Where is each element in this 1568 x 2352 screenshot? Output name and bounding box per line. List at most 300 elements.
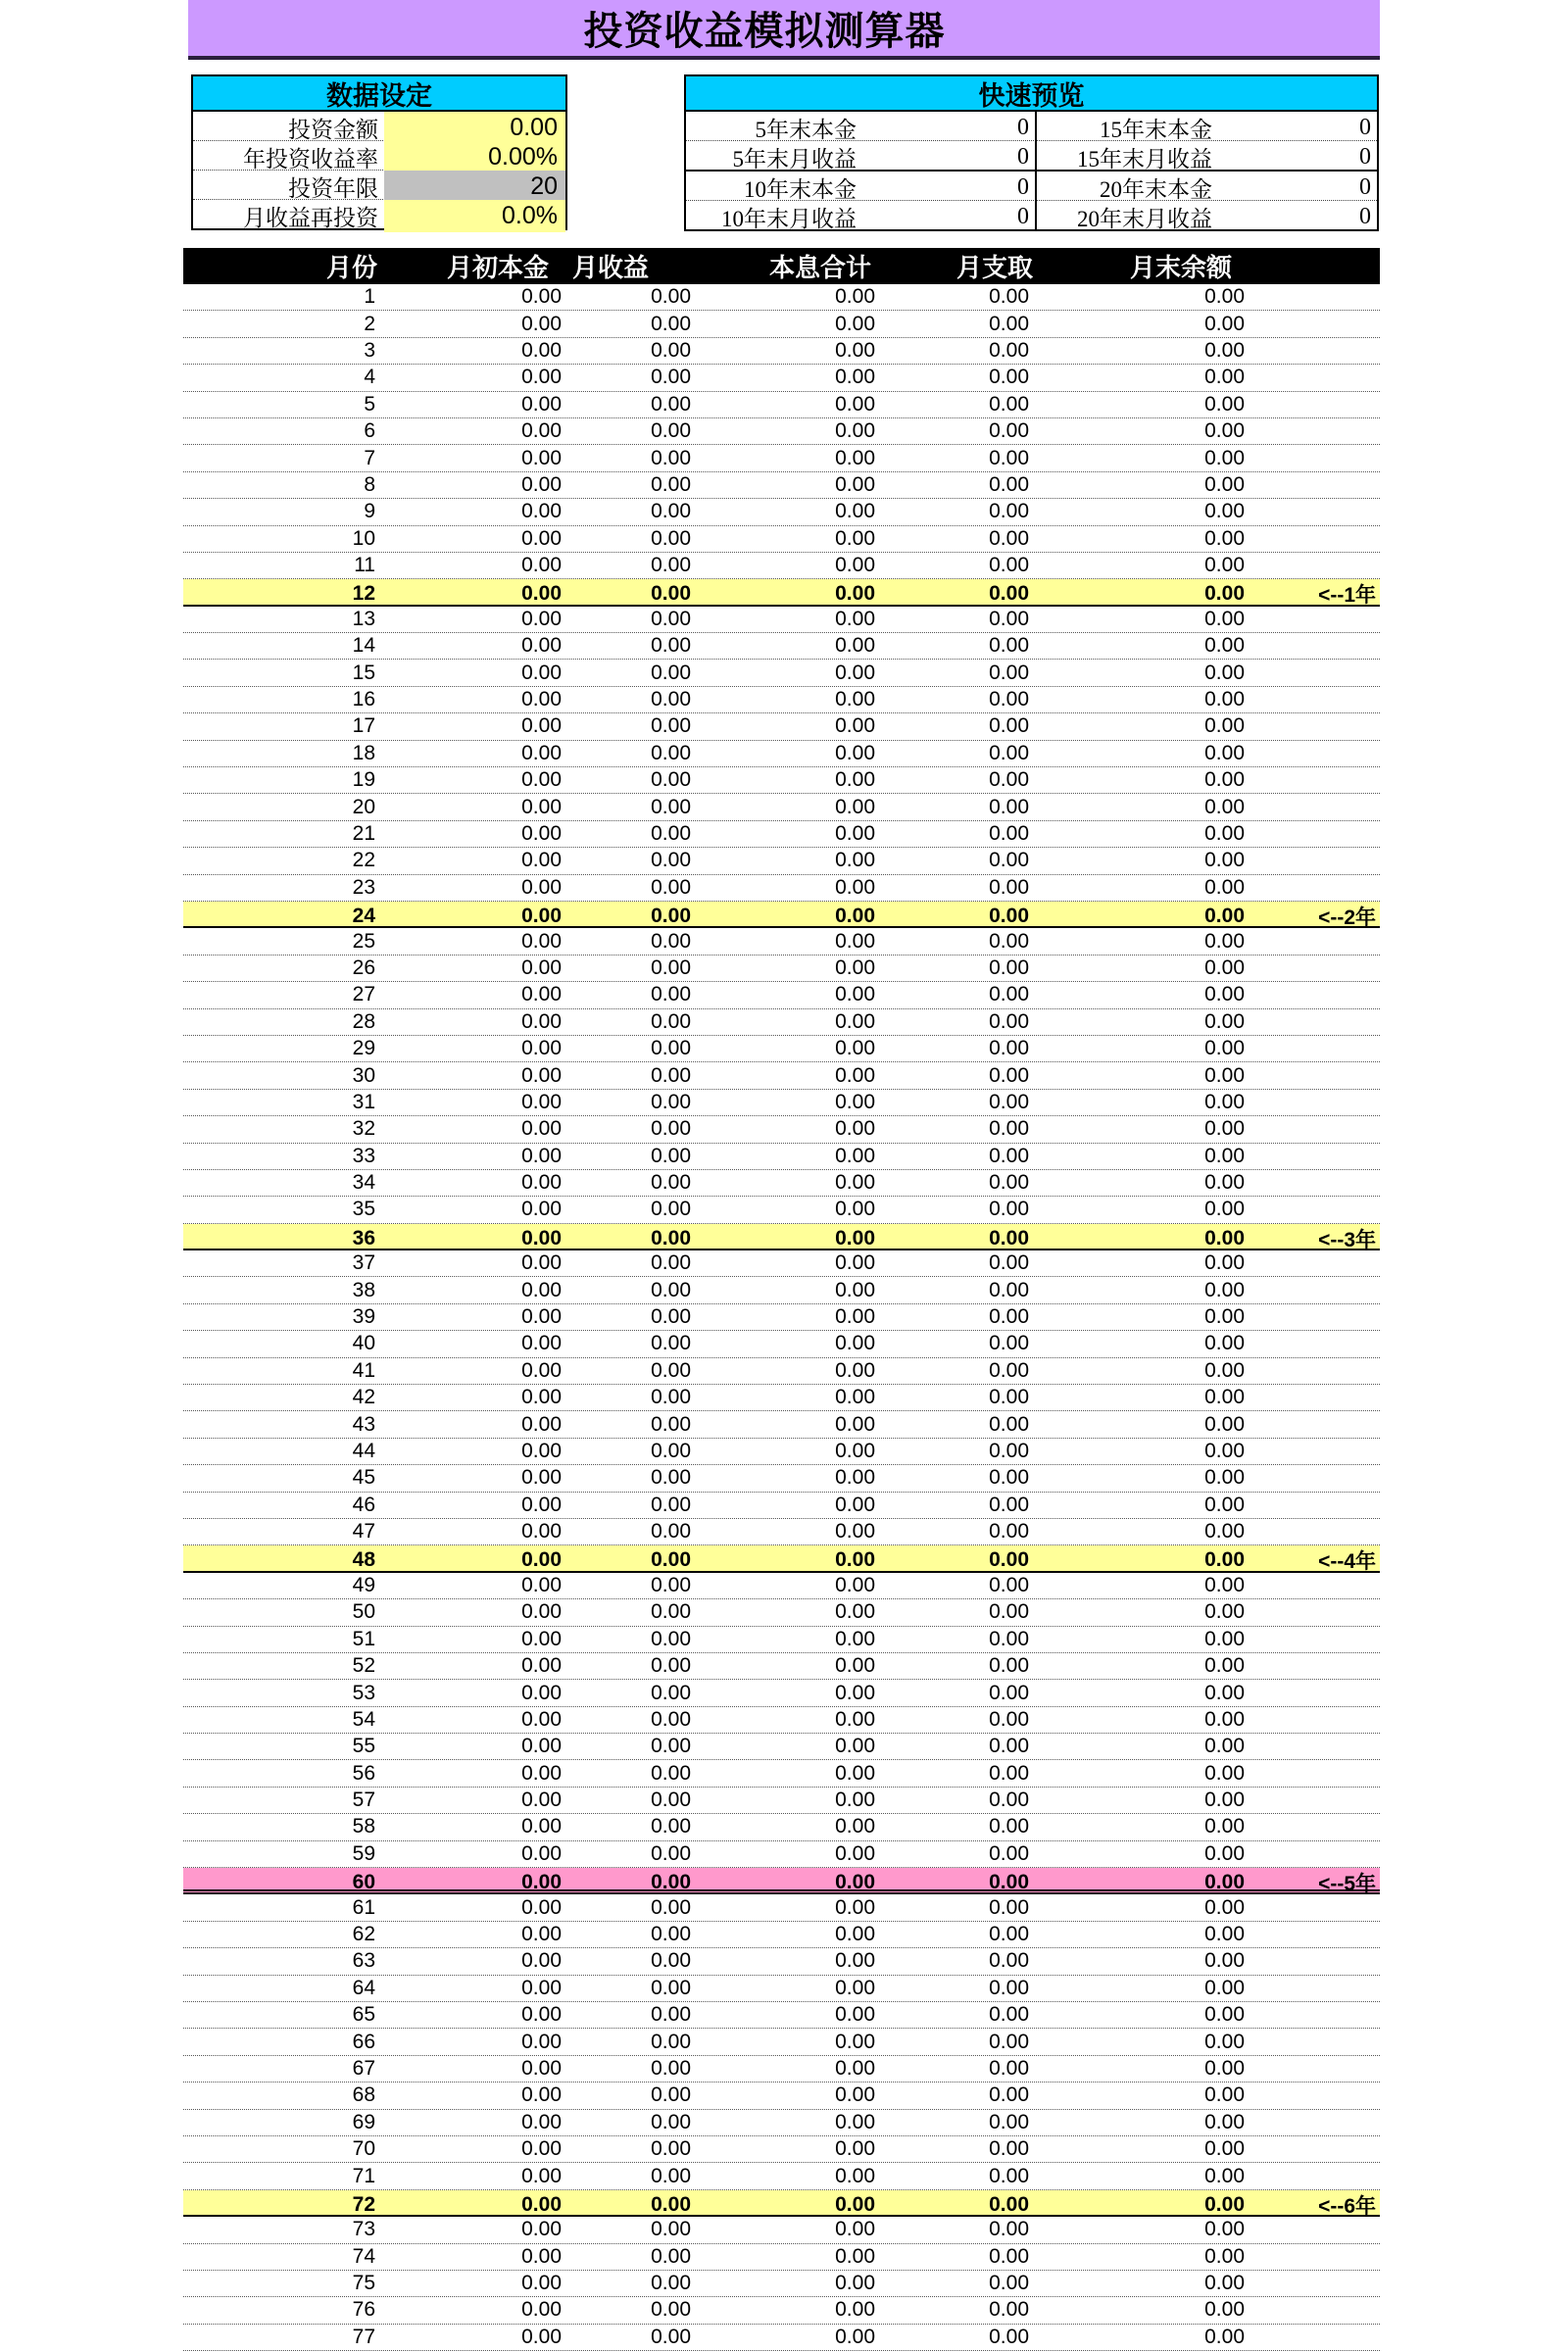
value-cell[interactable]: 0.00 bbox=[1204, 2137, 1245, 2161]
month-cell[interactable]: 8 bbox=[364, 472, 375, 496]
month-cell[interactable]: 57 bbox=[352, 1788, 375, 1812]
value-cell[interactable]: 0.00 bbox=[989, 2244, 1029, 2268]
value-cell[interactable]: 0.00 bbox=[989, 904, 1029, 927]
settings-input-cell[interactable]: 0.00 bbox=[384, 112, 565, 144]
value-cell[interactable]: 0.00 bbox=[989, 1573, 1029, 1596]
value-cell[interactable]: 0.00 bbox=[1204, 661, 1245, 684]
month-cell[interactable]: 50 bbox=[352, 1600, 375, 1624]
value-cell[interactable]: 0.00 bbox=[651, 2272, 691, 2295]
value-cell[interactable]: 0.00 bbox=[835, 500, 875, 523]
month-cell[interactable]: 23 bbox=[352, 875, 375, 899]
month-cell[interactable]: 48 bbox=[352, 1548, 375, 1572]
value-cell[interactable]: 0.00 bbox=[521, 822, 562, 845]
value-cell[interactable]: 0.00 bbox=[651, 2083, 691, 2107]
value-cell[interactable]: 0.00 bbox=[989, 983, 1029, 1006]
value-cell[interactable]: 0.00 bbox=[835, 1573, 875, 1596]
value-cell[interactable]: 0.00 bbox=[989, 1976, 1029, 1999]
value-cell[interactable]: 0.00 bbox=[651, 1707, 691, 1731]
value-cell[interactable]: 0.00 bbox=[989, 1251, 1029, 1275]
value-cell[interactable]: 0.00 bbox=[651, 1520, 691, 1544]
value-cell[interactable]: 0.00 bbox=[1204, 2030, 1245, 2053]
value-cell[interactable]: 0.00 bbox=[989, 1681, 1029, 1704]
value-cell[interactable]: 0.00 bbox=[835, 1037, 875, 1060]
value-cell[interactable]: 0.00 bbox=[835, 1788, 875, 1812]
value-cell[interactable]: 0.00 bbox=[521, 1466, 562, 1490]
value-cell[interactable]: 0.00 bbox=[651, 1037, 691, 1060]
settings-input-cell[interactable]: 0.00% bbox=[384, 141, 565, 173]
value-cell[interactable]: 0.00 bbox=[651, 741, 691, 764]
settings-input-cell[interactable]: 20 bbox=[384, 171, 565, 203]
value-cell[interactable]: 0.00 bbox=[651, 285, 691, 309]
value-cell[interactable]: 0.00 bbox=[521, 2298, 562, 2322]
month-cell[interactable]: 64 bbox=[352, 1976, 375, 1999]
value-cell[interactable]: 0.00 bbox=[835, 312, 875, 335]
value-cell[interactable]: 0.00 bbox=[521, 1332, 562, 1355]
value-cell[interactable]: 0.00 bbox=[1204, 634, 1245, 658]
value-cell[interactable]: 0.00 bbox=[521, 1305, 562, 1329]
value-cell[interactable]: 0.00 bbox=[1204, 1439, 1245, 1462]
value-cell[interactable]: 0.00 bbox=[521, 1251, 562, 1275]
value-cell[interactable]: 0.00 bbox=[989, 634, 1029, 658]
value-cell[interactable]: 0.00 bbox=[835, 1412, 875, 1436]
month-cell[interactable]: 68 bbox=[352, 2083, 375, 2107]
value-cell[interactable]: 0.00 bbox=[1204, 582, 1245, 606]
value-cell[interactable]: 0.00 bbox=[835, 904, 875, 927]
value-cell[interactable]: 0.00 bbox=[835, 1198, 875, 1221]
value-cell[interactable]: 0.00 bbox=[1204, 472, 1245, 496]
value-cell[interactable]: 0.00 bbox=[521, 2083, 562, 2107]
month-cell[interactable]: 11 bbox=[354, 554, 375, 577]
value-cell[interactable]: 0.00 bbox=[989, 1063, 1029, 1087]
value-cell[interactable]: 0.00 bbox=[1204, 1090, 1245, 1113]
value-cell[interactable]: 0.00 bbox=[835, 1654, 875, 1678]
value-cell[interactable]: 0.00 bbox=[835, 472, 875, 496]
value-cell[interactable]: 0.00 bbox=[651, 1117, 691, 1141]
value-cell[interactable]: 0.00 bbox=[835, 1735, 875, 1758]
value-cell[interactable]: 0.00 bbox=[989, 2110, 1029, 2133]
value-cell[interactable]: 0.00 bbox=[835, 1815, 875, 1838]
value-cell[interactable]: 0.00 bbox=[1204, 1226, 1245, 1250]
value-cell[interactable]: 0.00 bbox=[1204, 741, 1245, 764]
value-cell[interactable]: 0.00 bbox=[989, 1358, 1029, 1382]
value-cell[interactable]: 0.00 bbox=[651, 2137, 691, 2161]
value-cell[interactable]: 0.00 bbox=[651, 1386, 691, 1409]
value-cell[interactable]: 0.00 bbox=[651, 795, 691, 818]
value-cell[interactable]: 0.00 bbox=[835, 2056, 875, 2080]
value-cell[interactable]: 0.00 bbox=[1204, 2056, 1245, 2080]
value-cell[interactable]: 0.00 bbox=[521, 392, 562, 416]
month-cell[interactable]: 37 bbox=[352, 1251, 375, 1275]
value-cell[interactable]: 0.00 bbox=[989, 2298, 1029, 2322]
value-cell[interactable]: 0.00 bbox=[651, 768, 691, 792]
value-cell[interactable]: 0.00 bbox=[1204, 904, 1245, 927]
month-cell[interactable]: 59 bbox=[352, 1841, 375, 1865]
value-cell[interactable]: 0.00 bbox=[835, 1520, 875, 1544]
value-cell[interactable]: 0.00 bbox=[835, 1761, 875, 1785]
month-cell[interactable]: 22 bbox=[352, 849, 375, 872]
month-cell[interactable]: 65 bbox=[352, 2003, 375, 2027]
value-cell[interactable]: 0.00 bbox=[989, 2137, 1029, 2161]
month-cell[interactable]: 9 bbox=[364, 500, 375, 523]
value-cell[interactable]: 0.00 bbox=[651, 2056, 691, 2080]
month-cell[interactable]: 20 bbox=[352, 795, 375, 818]
value-cell[interactable]: 0.00 bbox=[1204, 419, 1245, 443]
value-cell[interactable]: 0.00 bbox=[989, 2030, 1029, 2053]
value-cell[interactable]: 0.00 bbox=[835, 1251, 875, 1275]
value-cell[interactable]: 0.00 bbox=[1204, 1358, 1245, 1382]
value-cell[interactable]: 0.00 bbox=[521, 1278, 562, 1301]
value-cell[interactable]: 0.00 bbox=[989, 2192, 1029, 2216]
value-cell[interactable]: 0.00 bbox=[1204, 1788, 1245, 1812]
value-cell[interactable]: 0.00 bbox=[835, 2137, 875, 2161]
value-cell[interactable]: 0.00 bbox=[1204, 1761, 1245, 1785]
value-cell[interactable]: 0.00 bbox=[835, 1493, 875, 1516]
month-cell[interactable]: 71 bbox=[352, 2164, 375, 2187]
value-cell[interactable]: 0.00 bbox=[651, 607, 691, 630]
value-cell[interactable]: 0.00 bbox=[835, 1332, 875, 1355]
value-cell[interactable]: 0.00 bbox=[989, 526, 1029, 550]
value-cell[interactable]: 0.00 bbox=[989, 1654, 1029, 1678]
month-cell[interactable]: 70 bbox=[352, 2137, 375, 2161]
value-cell[interactable]: 0.00 bbox=[989, 688, 1029, 711]
value-cell[interactable]: 0.00 bbox=[651, 2298, 691, 2322]
value-cell[interactable]: 0.00 bbox=[989, 1815, 1029, 1838]
value-cell[interactable]: 0.00 bbox=[835, 1466, 875, 1490]
value-cell[interactable]: 0.00 bbox=[521, 1226, 562, 1250]
value-cell[interactable]: 0.00 bbox=[989, 1439, 1029, 1462]
value-cell[interactable]: 0.00 bbox=[835, 285, 875, 309]
month-cell[interactable]: 49 bbox=[352, 1573, 375, 1596]
value-cell[interactable]: 0.00 bbox=[1204, 392, 1245, 416]
value-cell[interactable]: 0.00 bbox=[521, 1520, 562, 1544]
value-cell[interactable]: 0.00 bbox=[521, 1654, 562, 1678]
month-cell[interactable]: 36 bbox=[352, 1226, 375, 1250]
value-cell[interactable]: 0.00 bbox=[1204, 1895, 1245, 1919]
month-cell[interactable]: 44 bbox=[352, 1439, 375, 1462]
value-cell[interactable]: 0.00 bbox=[521, 1548, 562, 1572]
value-cell[interactable]: 0.00 bbox=[835, 1386, 875, 1409]
value-cell[interactable]: 0.00 bbox=[521, 1171, 562, 1195]
value-cell[interactable]: 0.00 bbox=[521, 714, 562, 738]
value-cell[interactable]: 0.00 bbox=[651, 1841, 691, 1865]
value-cell[interactable]: 0.00 bbox=[1204, 1251, 1245, 1275]
value-cell[interactable]: 0.00 bbox=[651, 1063, 691, 1087]
value-cell[interactable]: 0.00 bbox=[1204, 312, 1245, 335]
value-cell[interactable]: 0.00 bbox=[989, 1386, 1029, 1409]
value-cell[interactable]: 0.00 bbox=[835, 714, 875, 738]
value-cell[interactable]: 0.00 bbox=[989, 849, 1029, 872]
value-cell[interactable]: 0.00 bbox=[989, 285, 1029, 309]
value-cell[interactable]: 0.00 bbox=[651, 1466, 691, 1490]
month-cell[interactable]: 19 bbox=[352, 768, 375, 792]
value-cell[interactable]: 0.00 bbox=[1204, 1144, 1245, 1167]
value-cell[interactable]: 0.00 bbox=[651, 500, 691, 523]
value-cell[interactable]: 0.00 bbox=[835, 875, 875, 899]
value-cell[interactable]: 0.00 bbox=[521, 1439, 562, 1462]
value-cell[interactable]: 0.00 bbox=[521, 2030, 562, 2053]
value-cell[interactable]: 0.00 bbox=[1204, 714, 1245, 738]
value-cell[interactable]: 0.00 bbox=[1204, 1386, 1245, 1409]
month-cell[interactable]: 61 bbox=[352, 1895, 375, 1919]
preview-value-cell[interactable]: 0 bbox=[1359, 174, 1371, 200]
value-cell[interactable]: 0.00 bbox=[651, 2030, 691, 2053]
value-cell[interactable]: 0.00 bbox=[989, 822, 1029, 845]
month-cell[interactable]: 5 bbox=[364, 392, 375, 416]
value-cell[interactable]: 0.00 bbox=[835, 419, 875, 443]
month-cell[interactable]: 41 bbox=[352, 1358, 375, 1382]
value-cell[interactable]: 0.00 bbox=[1204, 1600, 1245, 1624]
month-cell[interactable]: 55 bbox=[352, 1735, 375, 1758]
value-cell[interactable]: 0.00 bbox=[521, 1090, 562, 1113]
value-cell[interactable]: 0.00 bbox=[521, 2056, 562, 2080]
value-cell[interactable]: 0.00 bbox=[651, 983, 691, 1006]
value-cell[interactable]: 0.00 bbox=[521, 1735, 562, 1758]
value-cell[interactable]: 0.00 bbox=[651, 822, 691, 845]
value-cell[interactable]: 0.00 bbox=[651, 875, 691, 899]
month-cell[interactable]: 76 bbox=[352, 2298, 375, 2322]
value-cell[interactable]: 0.00 bbox=[835, 1063, 875, 1087]
value-cell[interactable]: 0.00 bbox=[1204, 1627, 1245, 1650]
value-cell[interactable]: 0.00 bbox=[1204, 1063, 1245, 1087]
value-cell[interactable]: 0.00 bbox=[1204, 768, 1245, 792]
value-cell[interactable]: 0.00 bbox=[1204, 1654, 1245, 1678]
value-cell[interactable]: 0.00 bbox=[1204, 500, 1245, 523]
value-cell[interactable]: 0.00 bbox=[651, 1923, 691, 1946]
value-cell[interactable]: 0.00 bbox=[835, 2272, 875, 2295]
value-cell[interactable]: 0.00 bbox=[651, 849, 691, 872]
value-cell[interactable]: 0.00 bbox=[521, 446, 562, 469]
value-cell[interactable]: 0.00 bbox=[521, 1573, 562, 1596]
value-cell[interactable]: 0.00 bbox=[989, 1923, 1029, 1946]
value-cell[interactable]: 0.00 bbox=[989, 1627, 1029, 1650]
month-cell[interactable]: 10 bbox=[352, 526, 375, 550]
value-cell[interactable]: 0.00 bbox=[651, 1226, 691, 1250]
value-cell[interactable]: 0.00 bbox=[835, 1117, 875, 1141]
value-cell[interactable]: 0.00 bbox=[989, 2083, 1029, 2107]
value-cell[interactable]: 0.00 bbox=[521, 875, 562, 899]
value-cell[interactable]: 0.00 bbox=[651, 1871, 691, 1894]
value-cell[interactable]: 0.00 bbox=[1204, 2083, 1245, 2107]
value-cell[interactable]: 0.00 bbox=[989, 1305, 1029, 1329]
value-cell[interactable]: 0.00 bbox=[1204, 2325, 1245, 2348]
month-cell[interactable]: 7 bbox=[364, 446, 375, 469]
value-cell[interactable]: 0.00 bbox=[521, 2164, 562, 2187]
value-cell[interactable]: 0.00 bbox=[835, 849, 875, 872]
month-cell[interactable]: 34 bbox=[352, 1171, 375, 1195]
month-cell[interactable]: 42 bbox=[352, 1386, 375, 1409]
value-cell[interactable]: 0.00 bbox=[1204, 1976, 1245, 1999]
value-cell[interactable]: 0.00 bbox=[835, 1627, 875, 1650]
value-cell[interactable]: 0.00 bbox=[835, 741, 875, 764]
value-cell[interactable]: 0.00 bbox=[651, 1144, 691, 1167]
value-cell[interactable]: 0.00 bbox=[835, 1548, 875, 1572]
value-cell[interactable]: 0.00 bbox=[1204, 526, 1245, 550]
value-cell[interactable]: 0.00 bbox=[521, 1117, 562, 1141]
month-cell[interactable]: 17 bbox=[352, 714, 375, 738]
month-cell[interactable]: 43 bbox=[352, 1412, 375, 1436]
value-cell[interactable]: 0.00 bbox=[651, 1198, 691, 1221]
value-cell[interactable]: 0.00 bbox=[989, 607, 1029, 630]
value-cell[interactable]: 0.00 bbox=[835, 1923, 875, 1946]
value-cell[interactable]: 0.00 bbox=[521, 1976, 562, 1999]
preview-value-cell[interactable]: 0 bbox=[1017, 144, 1029, 170]
value-cell[interactable]: 0.00 bbox=[521, 956, 562, 979]
value-cell[interactable]: 0.00 bbox=[521, 1358, 562, 1382]
value-cell[interactable]: 0.00 bbox=[651, 1600, 691, 1624]
value-cell[interactable]: 0.00 bbox=[1204, 1923, 1245, 1946]
value-cell[interactable]: 0.00 bbox=[1204, 688, 1245, 711]
value-cell[interactable]: 0.00 bbox=[521, 929, 562, 953]
value-cell[interactable]: 0.00 bbox=[835, 338, 875, 362]
value-cell[interactable]: 0.00 bbox=[521, 2192, 562, 2216]
value-cell[interactable]: 0.00 bbox=[835, 554, 875, 577]
value-cell[interactable]: 0.00 bbox=[835, 1439, 875, 1462]
value-cell[interactable]: 0.00 bbox=[989, 338, 1029, 362]
value-cell[interactable]: 0.00 bbox=[1204, 1681, 1245, 1704]
value-cell[interactable]: 0.00 bbox=[521, 1761, 562, 1785]
value-cell[interactable]: 0.00 bbox=[521, 1627, 562, 1650]
value-cell[interactable]: 0.00 bbox=[521, 1681, 562, 1704]
value-cell[interactable]: 0.00 bbox=[835, 634, 875, 658]
value-cell[interactable]: 0.00 bbox=[1204, 1198, 1245, 1221]
value-cell[interactable]: 0.00 bbox=[651, 1009, 691, 1033]
value-cell[interactable]: 0.00 bbox=[989, 1548, 1029, 1572]
month-cell[interactable]: 66 bbox=[352, 2030, 375, 2053]
value-cell[interactable]: 0.00 bbox=[651, 2192, 691, 2216]
value-cell[interactable]: 0.00 bbox=[835, 446, 875, 469]
value-cell[interactable]: 0.00 bbox=[651, 1358, 691, 1382]
value-cell[interactable]: 0.00 bbox=[521, 554, 562, 577]
value-cell[interactable]: 0.00 bbox=[989, 1198, 1029, 1221]
value-cell[interactable]: 0.00 bbox=[521, 904, 562, 927]
value-cell[interactable]: 0.00 bbox=[521, 1386, 562, 1409]
value-cell[interactable]: 0.00 bbox=[835, 1358, 875, 1382]
value-cell[interactable]: 0.00 bbox=[1204, 1278, 1245, 1301]
value-cell[interactable]: 0.00 bbox=[651, 554, 691, 577]
value-cell[interactable]: 0.00 bbox=[651, 1493, 691, 1516]
value-cell[interactable]: 0.00 bbox=[989, 741, 1029, 764]
value-cell[interactable]: 0.00 bbox=[835, 1949, 875, 1973]
month-cell[interactable]: 15 bbox=[352, 661, 375, 684]
month-cell[interactable]: 24 bbox=[352, 904, 375, 927]
value-cell[interactable]: 0.00 bbox=[989, 2056, 1029, 2080]
preview-value-cell[interactable]: 0 bbox=[1017, 115, 1029, 140]
month-cell[interactable]: 38 bbox=[352, 1278, 375, 1301]
value-cell[interactable]: 0.00 bbox=[989, 2325, 1029, 2348]
value-cell[interactable]: 0.00 bbox=[651, 2244, 691, 2268]
value-cell[interactable]: 0.00 bbox=[521, 312, 562, 335]
value-cell[interactable]: 0.00 bbox=[835, 1144, 875, 1167]
month-cell[interactable]: 53 bbox=[352, 1681, 375, 1704]
value-cell[interactable]: 0.00 bbox=[651, 338, 691, 362]
value-cell[interactable]: 0.00 bbox=[521, 795, 562, 818]
value-cell[interactable]: 0.00 bbox=[989, 1466, 1029, 1490]
month-cell[interactable]: 4 bbox=[364, 366, 375, 389]
month-cell[interactable]: 32 bbox=[352, 1117, 375, 1141]
value-cell[interactable]: 0.00 bbox=[989, 1412, 1029, 1436]
value-cell[interactable]: 0.00 bbox=[835, 2325, 875, 2348]
value-cell[interactable]: 0.00 bbox=[1204, 1466, 1245, 1490]
month-cell[interactable]: 72 bbox=[352, 2192, 375, 2216]
value-cell[interactable]: 0.00 bbox=[989, 312, 1029, 335]
value-cell[interactable]: 0.00 bbox=[521, 1788, 562, 1812]
value-cell[interactable]: 0.00 bbox=[651, 582, 691, 606]
value-cell[interactable]: 0.00 bbox=[989, 1278, 1029, 1301]
value-cell[interactable]: 0.00 bbox=[989, 929, 1029, 953]
value-cell[interactable]: 0.00 bbox=[989, 714, 1029, 738]
value-cell[interactable]: 0.00 bbox=[835, 2164, 875, 2187]
value-cell[interactable]: 0.00 bbox=[1204, 607, 1245, 630]
value-cell[interactable]: 0.00 bbox=[1204, 1841, 1245, 1865]
value-cell[interactable]: 0.00 bbox=[1204, 1493, 1245, 1516]
value-cell[interactable]: 0.00 bbox=[521, 1037, 562, 1060]
value-cell[interactable]: 0.00 bbox=[989, 1332, 1029, 1355]
value-cell[interactable]: 0.00 bbox=[521, 1871, 562, 1894]
value-cell[interactable]: 0.00 bbox=[521, 1493, 562, 1516]
month-cell[interactable]: 3 bbox=[364, 338, 375, 362]
month-cell[interactable]: 69 bbox=[352, 2110, 375, 2133]
value-cell[interactable]: 0.00 bbox=[989, 1520, 1029, 1544]
value-cell[interactable]: 0.00 bbox=[835, 1895, 875, 1919]
value-cell[interactable]: 0.00 bbox=[989, 1735, 1029, 1758]
value-cell[interactable]: 0.00 bbox=[651, 1627, 691, 1650]
month-cell[interactable]: 63 bbox=[352, 1949, 375, 1973]
value-cell[interactable]: 0.00 bbox=[651, 1895, 691, 1919]
value-cell[interactable]: 0.00 bbox=[835, 526, 875, 550]
value-cell[interactable]: 0.00 bbox=[1204, 2244, 1245, 2268]
value-cell[interactable]: 0.00 bbox=[835, 1600, 875, 1624]
value-cell[interactable]: 0.00 bbox=[651, 2218, 691, 2241]
value-cell[interactable]: 0.00 bbox=[989, 1037, 1029, 1060]
value-cell[interactable]: 0.00 bbox=[989, 2218, 1029, 2241]
value-cell[interactable]: 0.00 bbox=[1204, 1171, 1245, 1195]
value-cell[interactable]: 0.00 bbox=[521, 1707, 562, 1731]
value-cell[interactable]: 0.00 bbox=[835, 1871, 875, 1894]
value-cell[interactable]: 0.00 bbox=[989, 1949, 1029, 1973]
value-cell[interactable]: 0.00 bbox=[835, 1226, 875, 1250]
value-cell[interactable]: 0.00 bbox=[835, 795, 875, 818]
month-cell[interactable]: 51 bbox=[352, 1627, 375, 1650]
value-cell[interactable]: 0.00 bbox=[651, 1573, 691, 1596]
value-cell[interactable]: 0.00 bbox=[521, 983, 562, 1006]
value-cell[interactable]: 0.00 bbox=[521, 1815, 562, 1838]
value-cell[interactable]: 0.00 bbox=[835, 1681, 875, 1704]
value-cell[interactable]: 0.00 bbox=[521, 285, 562, 309]
month-cell[interactable]: 6 bbox=[364, 419, 375, 443]
value-cell[interactable]: 0.00 bbox=[835, 2110, 875, 2133]
value-cell[interactable]: 0.00 bbox=[835, 2244, 875, 2268]
value-cell[interactable]: 0.00 bbox=[651, 661, 691, 684]
value-cell[interactable]: 0.00 bbox=[835, 582, 875, 606]
value-cell[interactable]: 0.00 bbox=[1204, 822, 1245, 845]
value-cell[interactable]: 0.00 bbox=[651, 1090, 691, 1113]
preview-value-cell[interactable]: 0 bbox=[1359, 144, 1371, 170]
value-cell[interactable]: 0.00 bbox=[651, 526, 691, 550]
value-cell[interactable]: 0.00 bbox=[1204, 1037, 1245, 1060]
value-cell[interactable]: 0.00 bbox=[835, 392, 875, 416]
value-cell[interactable]: 0.00 bbox=[835, 1976, 875, 1999]
value-cell[interactable]: 0.00 bbox=[521, 2003, 562, 2027]
value-cell[interactable]: 0.00 bbox=[835, 2083, 875, 2107]
value-cell[interactable]: 0.00 bbox=[521, 1144, 562, 1167]
preview-value-cell[interactable]: 0 bbox=[1359, 204, 1371, 229]
value-cell[interactable]: 0.00 bbox=[835, 2030, 875, 2053]
month-cell[interactable]: 21 bbox=[352, 822, 375, 845]
value-cell[interactable]: 0.00 bbox=[989, 1871, 1029, 1894]
value-cell[interactable]: 0.00 bbox=[651, 1815, 691, 1838]
value-cell[interactable]: 0.00 bbox=[1204, 1707, 1245, 1731]
month-cell[interactable]: 16 bbox=[352, 688, 375, 711]
